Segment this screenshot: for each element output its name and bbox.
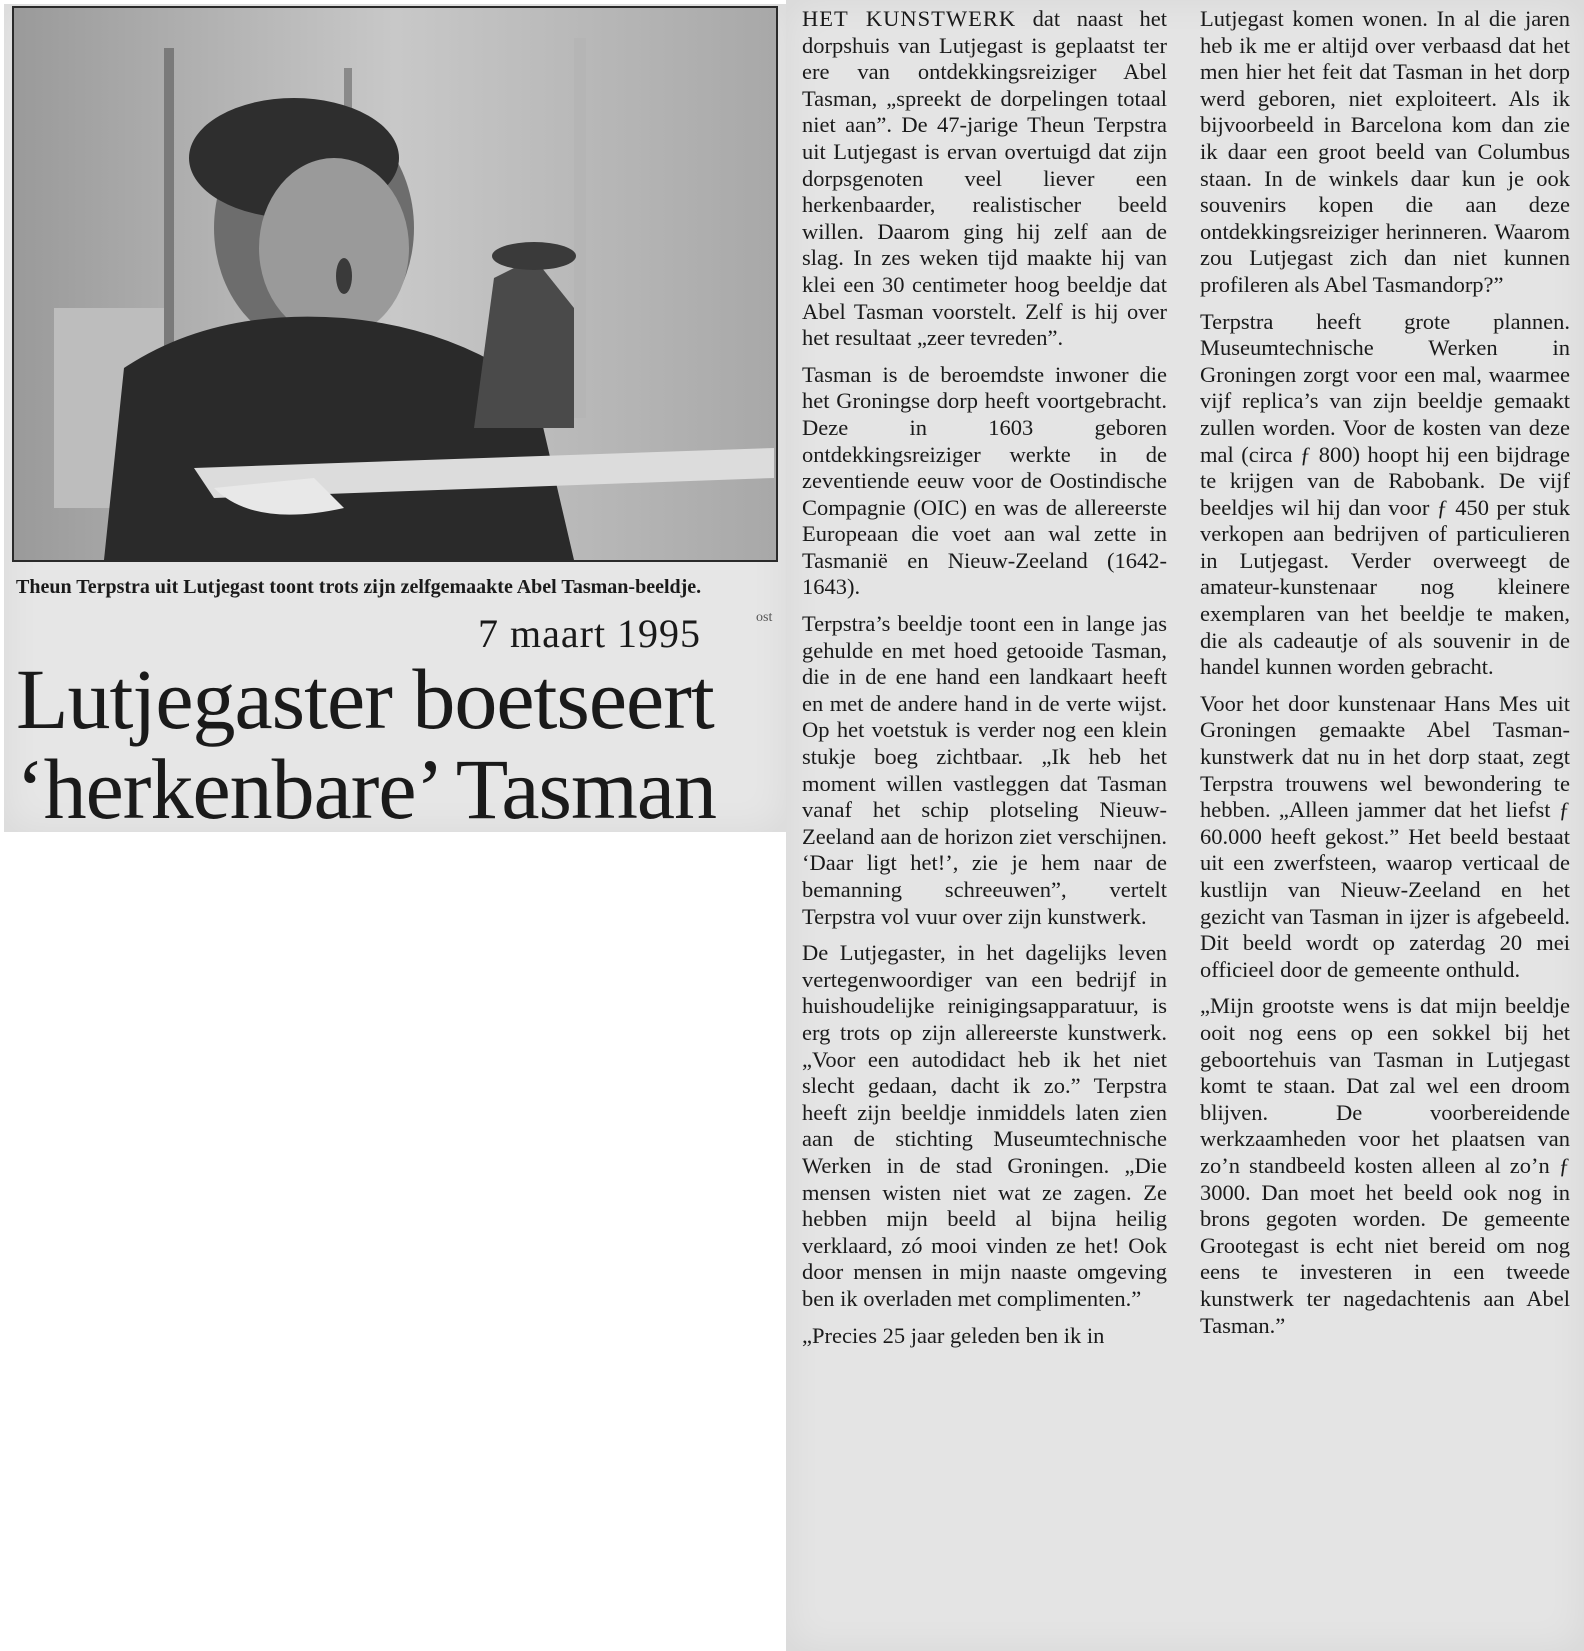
- article-paragraph: „Precies 25 jaar geleden ben ik in: [802, 1322, 1105, 1348]
- publication-date: 7 maart 1995: [478, 611, 702, 656]
- edge-text-fragment: ost: [756, 610, 773, 625]
- article-paragraph: HET KUNSTWERK dat naast het dorpshuis van Lutjegast is geplaatst ter ere van ontdekkingsreiziger Abel Tasman, „spreekt de dorpelingen totaal niet aan”. De 47-jarige Theun Terpstra uit Lutjegast is ervan overtuigd dat zijn dorpsgenoten veel liever een herkenbaarder, realistischer beeld willen. Daarom ging hij zelf aan de slag. In zes weken tijd maakte hij van klei een 30 centimeter hoog beeldje dat Abel Tasman voorstelt. Zelf is hij over het resultaat „zeer tevreden”.: [802, 6, 1167, 351]
- article-paragraph: „Mijn grootste wens is dat mijn beeldje ooit nog eens op een sokkel bij het geboortehuis van Tasman in Lutjegast komt te staan. Dat zal wel een droom blijven. De voorbereidende werkzaamheden voor het plaatsen van zo’n standbeeld kosten alleen al zo’n ƒ 3000. Dan moet het beeld ook nog in brons gegoten worden. De gemeente Grootegast is echt niet bereid om nog eens te investeren in een tweede kunstwerk ter nagedachtenis aan Abel Tasman.”: [1200, 993, 1570, 1338]
- article-paragraph: Terpstra’s beeldje toont een in lange jas gehulde en met hoed getooide Tasman, die in de ene hand een landkaart heeft en met de andere hand in de verte wijst. Op het voetstuk is verder nog een klein stukje boeg zichtbaar. „Ik heb het moment willen vastleggen dat Tasman vanaf het schip plotseling Nieuw-Zeeland aan de horizon ziet verschijnen. ‘Daar ligt het!’, zie je hem naar de bemanning schreeuwen”, vertelt Terpstra vol vuur over zijn kunstwerk.: [802, 611, 1167, 929]
- article-paragraph: Lutjegast komen wonen. In al die jaren heb ik me er altijd over verbaasd dat het men hier het feit dat Tasman in het dorp werd geboren, niet exploiteert. Als ik bijvoorbeeld in Barcelona kom dan zie ik daar een groot beeld van Columbus staan. In de winkels daar kun je ook souvenirs kopen die aan deze ontdekkingsreiziger herinneren. Waarom zou Lutjegast zich dan niet kunnen profileren als Abel Tasmandorp?”: [1200, 6, 1570, 297]
- article-paragraph: Terpstra heeft grote plannen. Museumtechnische Werken in Groningen zorgt voor een mal, waarmee vijf replica’s van zijn beeldje gemaakt zullen worden. Voor de kosten van deze mal (circa ƒ 800) hoopt hij een bijdrage te krijgen van de Rabobank. De vijf beeldjes wil hij dan voor ƒ 450 per stuk verkopen aan bedrijven of particulieren in Lutjegast. Verder overweegt de amateur-kunstenaar nog kleinere exemplaren van het beeldje te maken, die als cadeautje of als souvenir in de handel kunnen worden gebracht.: [1200, 308, 1570, 680]
- news-photo: [12, 6, 778, 562]
- article-column-2: [1200, 6, 1570, 1349]
- article-kicker: HET KUNSTWERK: [802, 6, 1017, 31]
- photo-caption: Theun Terpstra uit Lutjegast toont trots zijn zelfgemaakte Abel Tasman-beeldje.: [16, 576, 702, 598]
- headline: [16, 651, 776, 837]
- article-paragraph: De Lutjegaster, in het dagelijks leven vertegenwoordiger van een bedrijf in huishoudelijke reinigingsapparatuur, is erg trots op zijn allereerste kunstwerk. „Voor een autodidact heb ik het niet slecht gedaan, dacht ik zo.” Terpstra heeft zijn beeldje inmiddels laten zien aan de stichting Museumtechnische Werken in de stad Groningen. „Die mensen wisten niet wat ze zagen. Ze hebben mijn beeld al bijna heilig verklaard, zó mooi vinden ze het! Ook door mensen in mijn naaste omgeving ben ik overladen met complimenten.”: [802, 940, 1167, 1311]
- headline-line-1: Lutjegaster boetseert: [16, 651, 714, 747]
- article-paragraph: Tasman is de beroemdste inwoner die het Groningse dorp heeft voortgebracht. Deze in 1603 geboren ontdekkingsreiziger werkte in de zeventiende eeuw voor de Oostindische Compagnie (OIC) en was de allereerste Europeaan die voet aan wal zette in Tasmanië en Nieuw-Zeeland (1642-1643).: [802, 361, 1167, 600]
- photo-image: [14, 8, 776, 560]
- headline-line-2: ‘herkenbare’ Tasman: [16, 741, 717, 837]
- article-column-1: [802, 6, 1167, 1359]
- article-paragraph: Voor het door kunstenaar Hans Mes uit Groningen gemaakte Abel Tasman-kunstwerk dat nu in het dorp staat, zegt Terpstra trouwens wel bewondering te hebben. „Alleen jammer dat het liefst ƒ 60.000 heeft gekost.” Het beeld bestaat uit een zwerfsteen, waarop verticaal de kustlijn van Nieuw-Zeeland en het gezicht van Tasman in ijzer is afgebeeld. Dit beeld wordt op zaterdag 20 mei officieel door de gemeente onthuld.: [1200, 690, 1570, 982]
